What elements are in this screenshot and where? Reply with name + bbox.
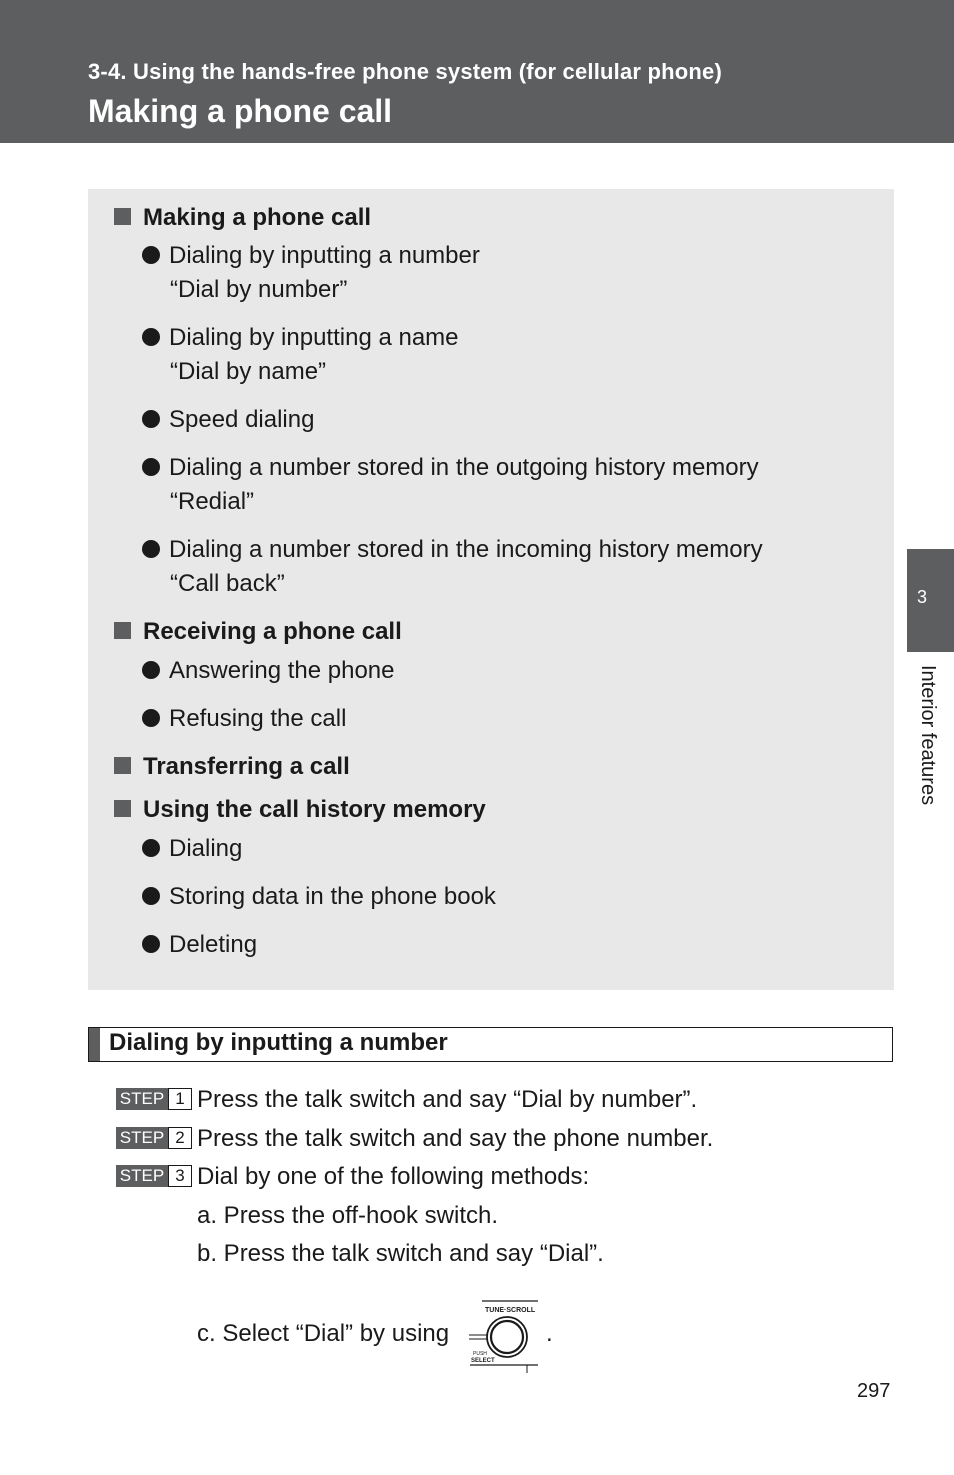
heading-bar — [89, 1028, 100, 1061]
step-text: Dial by one of the following methods: — [197, 1163, 590, 1190]
knob-label-top: TUNE·SCROLL — [485, 1307, 536, 1314]
method-a: a. Press the off-hook switch. — [197, 1202, 499, 1229]
step-text: Press the talk switch and say “Dial by number”. — [197, 1086, 698, 1113]
page-header — [0, 0, 954, 143]
list-item: Answering the phone — [142, 656, 395, 686]
procedure-heading: Dialing by inputting a number — [88, 1027, 893, 1062]
bullet-icon — [142, 935, 160, 953]
method-c-end: . — [546, 1320, 553, 1347]
summary-heading-receiving: Receiving a phone call — [114, 617, 402, 647]
square-bullet-icon — [114, 622, 131, 639]
bullet-icon — [142, 661, 160, 679]
bullet-icon — [142, 709, 160, 727]
bullet-icon — [142, 540, 160, 558]
list-item: Refusing the call — [142, 704, 346, 734]
step-text: Press the talk switch and say the phone number. — [197, 1125, 714, 1152]
chapter-tab: 3 — [907, 549, 954, 652]
bullet-icon — [142, 328, 160, 346]
list-item-quote: “Redial” — [170, 488, 255, 515]
summary-heading-history: Using the call history memory — [114, 795, 486, 825]
list-item: Storing data in the phone book — [142, 882, 496, 912]
chapter-label: Interior features — [917, 665, 939, 806]
bullet-icon — [142, 458, 160, 476]
page-number: 297 — [857, 1380, 891, 1402]
list-item: Deleting — [142, 930, 257, 960]
list-item: Dialing by inputting a number — [142, 241, 480, 271]
bullet-icon — [142, 410, 160, 428]
bullet-icon — [142, 246, 160, 264]
method-b: b. Press the talk switch and say “Dial”. — [197, 1240, 604, 1267]
list-item: Speed dialing — [142, 405, 314, 435]
list-item-quote: “Dial by name” — [170, 358, 327, 385]
tune-scroll-knob-icon — [468, 1299, 540, 1375]
square-bullet-icon — [114, 757, 131, 774]
list-item: Dialing by inputting a name — [142, 323, 459, 353]
knob-label-push: PUSH — [473, 1351, 487, 1357]
square-bullet-icon — [114, 208, 131, 225]
summary-heading-making: Making a phone call — [114, 203, 371, 233]
knob-label-select: SELECT — [471, 1358, 495, 1364]
bullet-icon — [142, 887, 160, 905]
bullet-icon — [142, 839, 160, 857]
list-item: Dialing — [142, 834, 242, 864]
list-item-quote: “Call back” — [170, 570, 285, 597]
list-item: Dialing a number stored in the incoming history memory — [142, 535, 763, 565]
list-item: Dialing a number stored in the outgoing history memory — [142, 453, 759, 483]
list-item-quote: “Dial by number” — [170, 276, 348, 303]
square-bullet-icon — [114, 800, 131, 817]
page-title: Making a phone call — [88, 93, 393, 129]
summary-heading-transferring: Transferring a call — [114, 752, 350, 782]
section-title: 3-4. Using the hands-free phone system (for cellular phone) — [88, 59, 723, 84]
method-c: c. Select “Dial” by using — [197, 1320, 450, 1347]
